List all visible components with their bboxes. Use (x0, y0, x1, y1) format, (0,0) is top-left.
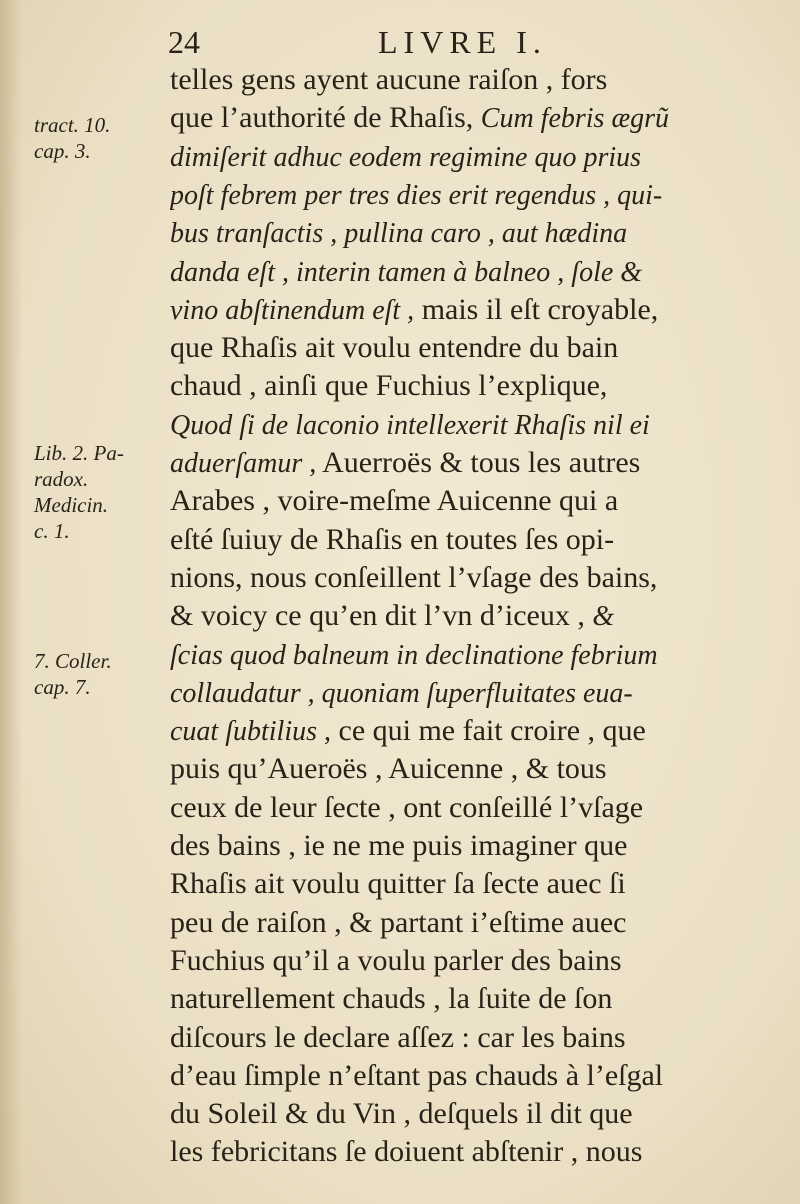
text-line (170, 177, 738, 213)
text-line (170, 751, 738, 787)
french-text: eſté ſuiuy de Rhaſis en toutes ſes opi- (170, 522, 615, 556)
french-text: que Rhaſis ait voulu entendre du bain (170, 331, 619, 365)
latin-quote: bus tranſactis , pullina caro , aut hædina (170, 218, 628, 250)
latin-quote: poſt febrem per tres dies erit regendus , qui- (170, 179, 663, 211)
margin-note (34, 440, 164, 544)
text-line (170, 943, 738, 979)
text-line (170, 215, 738, 251)
text-line (170, 292, 738, 328)
latin-quote: vino abſtinendum eſt , (170, 294, 415, 326)
latin-quote: danda eſt , interin tamen à balneo , ſole & (170, 256, 643, 288)
french-text: Arabes , voire-meſme Auicenne qui a (170, 484, 619, 518)
text-line (170, 790, 738, 826)
text-line (170, 62, 738, 98)
french-text: Rhaſis ait voulu quitter ſa ſecte auec ſi (170, 867, 626, 901)
text-line (170, 637, 738, 673)
french-text: mais il eſt croyable, (414, 292, 659, 326)
text-line (170, 560, 738, 596)
french-text: Auerroës & tous les autres (316, 446, 641, 479)
margin-note-line: 7. Coller. (34, 649, 112, 673)
text-line (170, 866, 738, 902)
french-text: les febricitans ſe doiuent abſtenir , nous (170, 1135, 643, 1169)
margin-note (34, 648, 164, 700)
text-line (170, 445, 738, 481)
french-text: naturellement chauds , la ſuite de ſon (170, 982, 613, 1016)
text-line (170, 713, 738, 749)
text-line (170, 254, 738, 290)
french-text: & voicy ce qu’en dit l’vn d’iceux , (170, 599, 593, 633)
margin-note-line: c. 1. (34, 519, 70, 543)
margin-note-line: cap. 7. (34, 675, 91, 699)
french-text: que l’authorité de Rhaſis, (170, 101, 481, 135)
margin-note (34, 112, 164, 164)
french-text: telles gens ayent aucune raiſon , fors (170, 63, 608, 96)
latin-quote: dimiſerit adhuc eodem regimine quo prius (170, 141, 642, 173)
latin-quote: cuat ſubtilius , (170, 716, 331, 748)
text-line (170, 1058, 738, 1094)
running-title: LIVRE I. (378, 24, 547, 60)
text-line (170, 407, 738, 443)
french-text: d’eau ſimple n’eſtant pas chauds à l’eſgal (170, 1058, 664, 1092)
page-number: 24 (168, 24, 200, 60)
text-line (170, 1134, 738, 1170)
french-text: chaud , ainſi que Fuchius l’explique, (170, 369, 608, 403)
text-line (170, 905, 738, 941)
latin-quote: Cum febris ægrũ (480, 103, 670, 135)
french-text: peu de raiſon , & partant i’eſtime auec (170, 905, 627, 939)
margin-note-line: Medicin. (34, 493, 109, 517)
french-text: ceux de leur ſecte , ont conſeillé l’vſage (170, 790, 644, 824)
text-line (170, 828, 738, 864)
french-text: Fuchius qu’il a voulu parler des bains (170, 943, 622, 977)
latin-quote: ſcias quod balneum in declinatione febrium (170, 639, 658, 671)
text-line (170, 368, 738, 404)
latin-quote: & (592, 601, 615, 633)
text-line (170, 675, 738, 711)
french-text: ce qui me fait croire , que (331, 714, 646, 748)
french-text: des bains , ie ne me puis imaginer que (170, 829, 628, 862)
text-line (170, 330, 738, 366)
margin-note-line: Lib. 2. Pa- (34, 441, 124, 465)
text-line (170, 981, 738, 1017)
french-text: puis qu’Aueroës , Auicenne , & tous (170, 752, 607, 786)
text-line (170, 139, 738, 175)
text-line (170, 598, 738, 634)
latin-quote: aduerſamur , (170, 448, 317, 479)
latin-quote: collaudatur , quoniam ſuperfluitates eua- (170, 677, 633, 709)
text-line (170, 100, 738, 136)
text-line (170, 1020, 738, 1056)
margin-note-line: radox. (34, 467, 89, 491)
page-gutter-shadow (0, 0, 22, 1204)
text-line (170, 522, 738, 558)
margin-note-line: tract. 10. (34, 113, 111, 137)
margin-note-line: cap. 3. (34, 139, 91, 163)
french-text: diſcours le declare aſſez : car les bains (170, 1020, 626, 1054)
latin-quote: Quod ſi de laconio intellexerit Rhaſis nil ei (170, 409, 650, 441)
page-header (168, 24, 748, 64)
text-line (170, 483, 738, 519)
french-text: du Soleil & du Vin , deſquels il dit que (170, 1097, 633, 1131)
text-line (170, 1096, 738, 1132)
french-text: nions, nous conſeillent l’vſage des bains, (170, 560, 658, 594)
